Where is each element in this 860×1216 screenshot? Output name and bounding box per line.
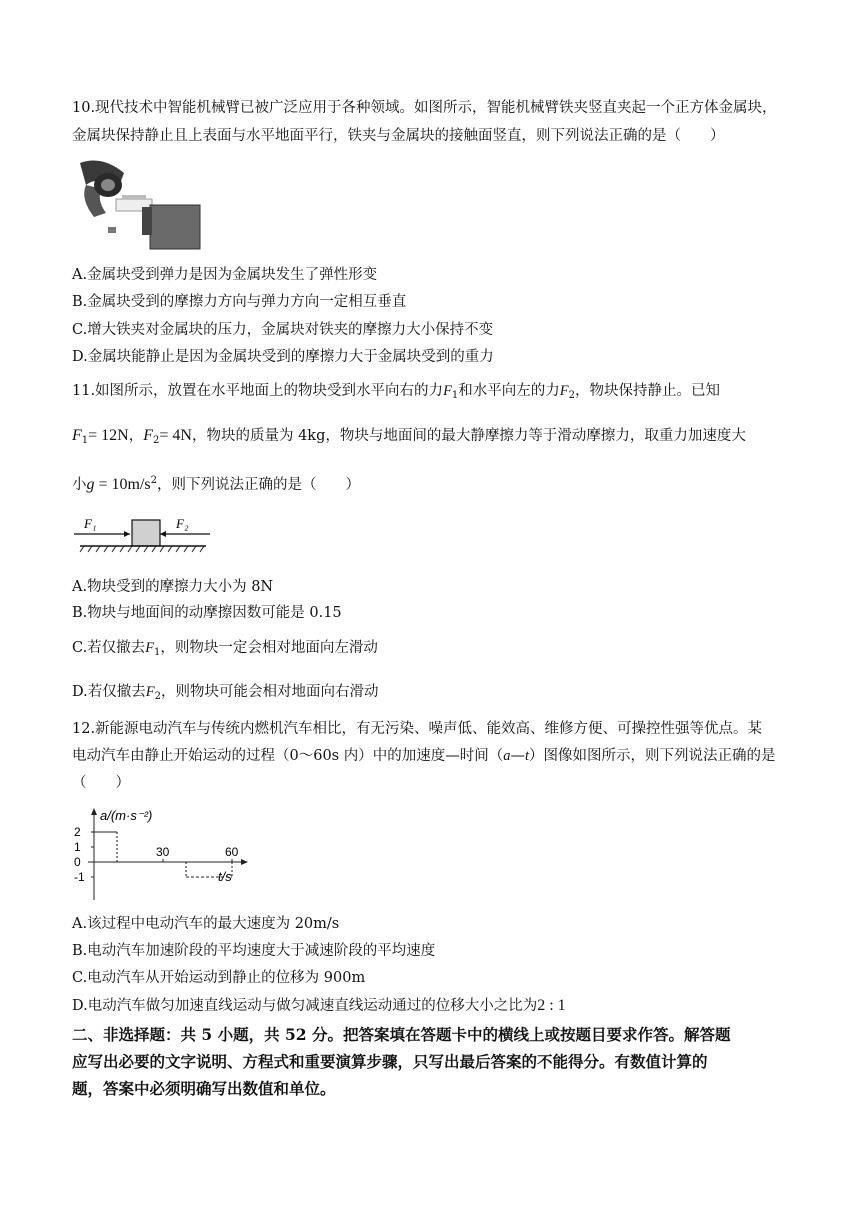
q12-stem-line2: 电动汽车由静止开始运动的过程（0～60s 内）中的加速度—时间（a—t）图像如图所示，则下列说法正确的是 bbox=[72, 748, 776, 764]
acceleration-time-chart bbox=[68, 800, 252, 904]
f2-label: F₂ bbox=[176, 516, 189, 531]
q12-stem-line3: （ ） bbox=[72, 775, 130, 791]
q11-stem-line2: $F_1= 12N$，$F_2= 4N$，物块的质量为 4kg，物块与地面间的最大静摩擦力等于滑动摩擦力，取重力加速度大 bbox=[72, 427, 746, 446]
q12-option-a: A.该过程中电动汽车的最大速度为 20m/s bbox=[72, 916, 340, 932]
q11-option-b: B.物块与地面间的动摩擦因数可能是 0.15 bbox=[72, 605, 342, 621]
q10-option-d: D.金属块能静止是因为金属块受到的摩擦力大于金属块受到的重力 bbox=[72, 349, 494, 365]
x-tick-label: 60 bbox=[225, 845, 239, 859]
x-tick-label: 30 bbox=[156, 845, 170, 859]
q12-option-c: C.电动汽车从开始运动到静止的位移为 900m bbox=[72, 970, 366, 986]
q11-stem-line1: 11.如图所示，放置在水平地面上的物块受到水平向右的力$F_1$和水平向左的力$F_2$，物块保持静止。已知 bbox=[72, 383, 721, 401]
q10-stem-line1: 10.现代技术中智能机械臂已被广泛应用于各种领域。如图所示，智能机械臂铁夹竖直夹起一个正方体金属块， bbox=[72, 100, 777, 116]
q11-stem-line3: 小$g = 10m/s^2$，则下列说法正确的是（ ） bbox=[72, 475, 361, 493]
q12-option-b: B.电动汽车加速阶段的平均速度大于减速阶段的平均速度 bbox=[72, 943, 436, 959]
q11-option-d: D.若仅撤去$F_2$，则物块可能会相对地面向右滑动 bbox=[72, 684, 379, 702]
q10-option-b: B.金属块受到的摩擦力方向与弹力方向一定相互垂直 bbox=[72, 294, 407, 310]
y-tick-label: -1 bbox=[74, 870, 85, 884]
q12-option-d: D.电动汽车做匀加速直线运动与做匀减速直线运动通过的位移大小之比为2 : 1 bbox=[72, 997, 566, 1014]
y-tick-label: 2 bbox=[74, 825, 81, 839]
force-diagram bbox=[72, 512, 212, 562]
q11-option-a: A.物块受到的摩擦力大小为 8N bbox=[72, 579, 274, 595]
section2-line1: 二、非选择题：共 5 小题，共 52 分。把答案填在答题卡中的横线上或按题目要求作答。解答题 bbox=[72, 1025, 731, 1044]
f1-label: F₁ bbox=[84, 516, 97, 531]
q10-stem-line2: 金属块保持静止且上表面与水平地面平行，铁夹与金属块的接触面竖直，则下列说法正确的是（ ） bbox=[72, 128, 725, 144]
q12-stem-line1: 12.新能源电动汽车与传统内燃机汽车相比，有无污染、噪声低、能效高、维修方便、可操控性强等优点。某 bbox=[72, 721, 763, 737]
robotic-arm-clamp-photo bbox=[72, 155, 204, 251]
y-axis-label: a/(m·s⁻²) bbox=[100, 808, 153, 823]
q10-option-c: C.增大铁夹对金属块的压力，金属块对铁夹的摩擦力大小保持不变 bbox=[72, 322, 494, 338]
block bbox=[132, 520, 160, 546]
y-tick-label: 0 bbox=[74, 855, 81, 869]
x-axis-label: t/s bbox=[218, 869, 232, 884]
q11-option-c: C.若仅撤去$F_1$，则物块一定会相对地面向左滑动 bbox=[72, 640, 378, 658]
y-tick-label: 1 bbox=[74, 840, 81, 854]
q10-option-a: A.金属块受到弹力是因为金属块发生了弹性形变 bbox=[72, 267, 378, 283]
section2-line2: 应写出必要的文字说明、方程式和重要演算步骤，只写出最后答案的不能得分。有数值计算的 bbox=[72, 1052, 708, 1071]
section2-line3: 题，答案中必须明确写出数值和单位。 bbox=[72, 1079, 336, 1098]
